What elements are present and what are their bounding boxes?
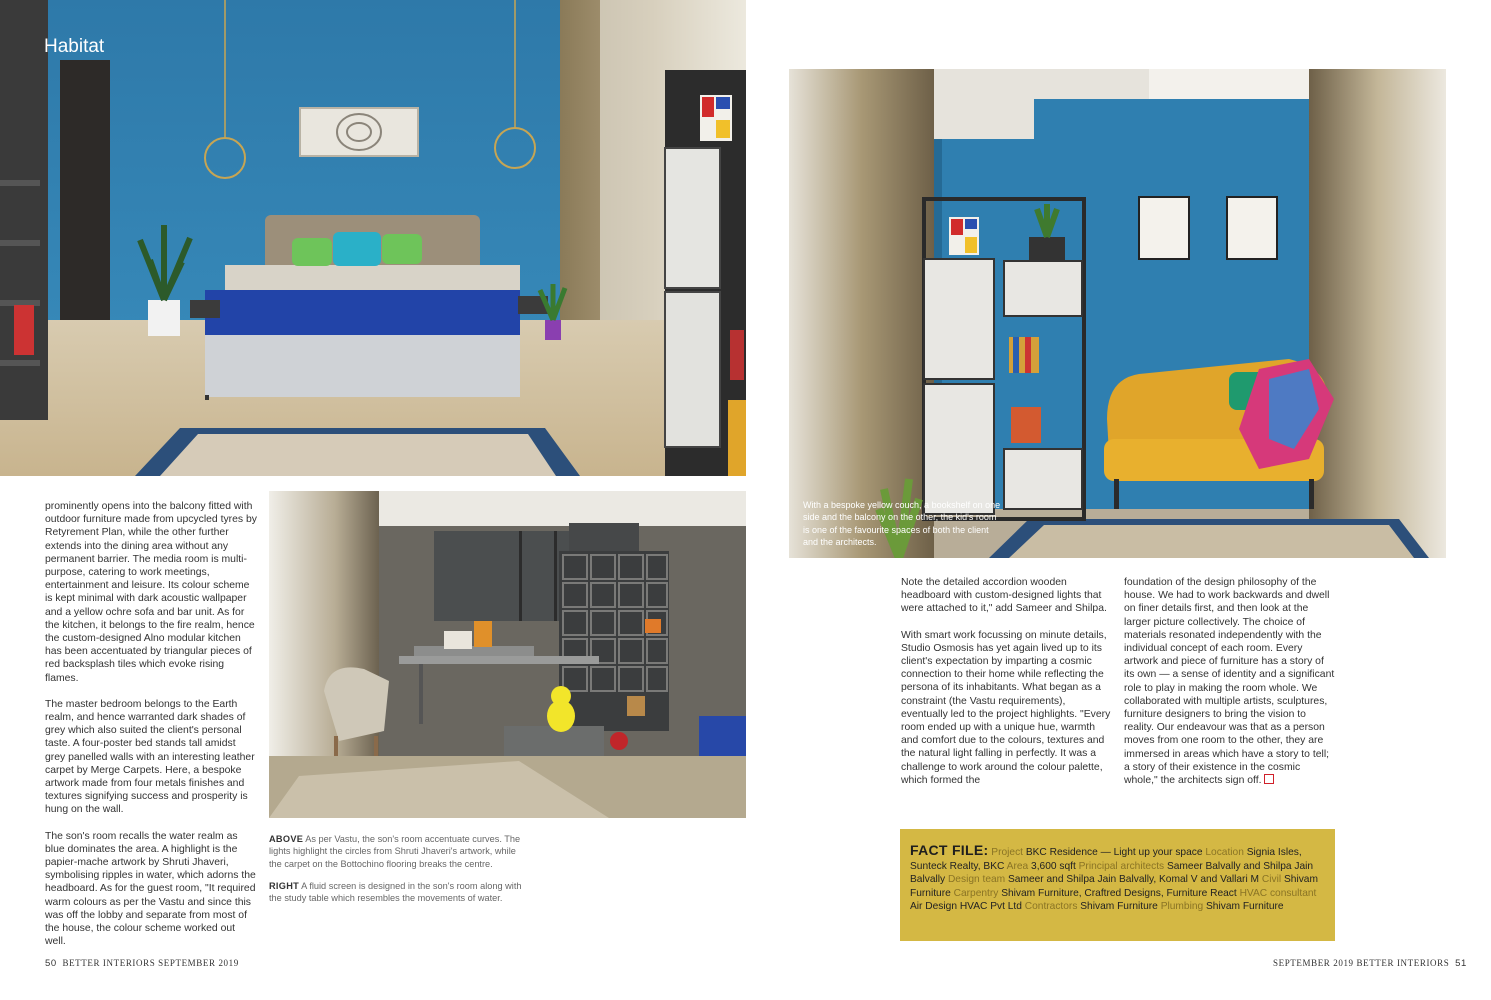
- kids-room-illustration: [789, 69, 1446, 558]
- fact-value: Air Design HVAC Pvt Ltd: [910, 901, 1022, 913]
- folio-right-text: SEPTEMBER 2019 BETTER INTERIORS: [1273, 958, 1450, 968]
- study-photo: [269, 491, 746, 818]
- page-number-right: 51: [1455, 958, 1467, 969]
- bedroom-photo: [0, 0, 746, 476]
- bedroom-illustration: [0, 0, 746, 476]
- fact-value: Shivam Furniture: [1206, 901, 1284, 913]
- caption-above: [269, 833, 531, 870]
- fact-value: Shivam Furniture: [1080, 901, 1158, 913]
- fact-key: Plumbing: [1160, 901, 1204, 913]
- fact-file-box: [900, 829, 1335, 941]
- middle-text-column: [901, 576, 1111, 800]
- paragraph: [1124, 576, 1336, 787]
- study-illustration: [269, 491, 746, 818]
- fact-value: Shivam Furniture, Craftred Designs, Furniture React: [1001, 887, 1237, 899]
- fact-key: Contractors: [1024, 901, 1078, 913]
- section-label: Habitat: [44, 36, 105, 57]
- caption-right-text: A fluid screen is designed in the son's room along with the study table which resembles the movements of water.: [269, 881, 522, 904]
- fact-key: Principal architects: [1078, 860, 1165, 872]
- paragraph-text: foundation of the design philosophy of the house. We had to work backwards and dwell on finer details first, and then look at the larger picture collectively. The choice of materials resonated independently with the individual concept of each room. Every artwork and piece of furniture has a story of its own — a sense of identity and a significant role to play in making the room whole. We collaborated with multiple artists, sculptures, furniture designers to bring the vision to reality. Our endeavour was that as a person moves from one room to the other, they are immersed in areas which have a story to tell; a story of their existence in the cosmic whole," the architects sign off.: [1124, 577, 1335, 787]
- fact-file-title: FACT FILE:: [910, 842, 989, 858]
- folio-right: [1273, 958, 1467, 969]
- paragraph: The son's room recalls the water realm as blue dominates the area. A highlight is the papier-mache artwork by Shruti Jhaveri, symbolising ripples in water, which adorns the headboard. As for the guest room, "It required warm colours as per the Vastu and since this was off the lobby and separate from most of the house, the colour scheme worked out well.: [45, 830, 256, 948]
- overlay-caption: With a bespoke yellow couch, a bookshelf on one side and the balcony on the other, the kid's room is one of the favourite spaces of both the client and the architects.: [803, 500, 1001, 548]
- fact-key: Design team: [947, 874, 1006, 886]
- paragraph: Note the detailed accordion wooden headboard with custom-designed lights that were attached to it," add Sameer and Shilpa.: [901, 577, 1107, 615]
- fact-value: Sameer Balvally and Shilpa Jain Balvally: [910, 860, 1314, 886]
- paragraph: prominently opens into the balcony fitted with outdoor furniture made from upcycled tyres by Retyrement Plan, while the other further extends into the dining area without any permanent barrier. The media room is multi-purpose, catering to work meetings, entertainment and leisure. Its colour scheme is kept minimal with dark acoustic wallpaper and a yellow ochre sofa and bar unit. As for the kitchen, it belongs to the fire realm, hence the custom-designed Alno modular kitchen has been accentuated by triangular pieces of red backsplash tiles which evoke rising flames.: [45, 501, 257, 684]
- caption-right-label: RIGHT: [269, 881, 300, 891]
- left-text-column: [45, 500, 257, 962]
- caption-above-text: As per Vastu, the son's room accentuate curves. The lights highlight the circles from Shruti Jhaveri's artwork, while the carpet on the Bottochino flooring breaks the centre.: [269, 834, 521, 869]
- paragraph: With smart work focussing on minute details, Studio Osmosis has yet again lived up to its client's expectation by imparting a cosmic connection to their home while reflecting the persona of its inhabitants. What began as a constraint (the Vastu requirements), eventually led to the project highlights. "Every room ended up with a unique hue, warmth and comfort due to the colours, textures and the natural light falling in perfectly. It was a challenge to work around the colour palette, which formed the: [901, 629, 1111, 786]
- page-number-left: 50: [45, 958, 57, 969]
- fact-key: Location: [1205, 847, 1244, 858]
- folio-left: [45, 958, 239, 969]
- fact-value: Signia Isles, Sunteck Realty, BKC: [910, 847, 1302, 872]
- fact-key: Area: [1006, 860, 1029, 872]
- end-mark-icon: [1264, 774, 1274, 784]
- fact-key: Project: [991, 847, 1023, 858]
- fact-key: HVAC consultant: [1239, 887, 1317, 899]
- right-text-column: [1124, 576, 1336, 800]
- paragraph: The master bedroom belongs to the Earth realm, and hence warranted dark shades of grey which also suited the client's personal taste. A four-poster bed stands tall amidst grey panelled walls with an interesting leather carpet by Merge Carpets. Here, a bespoke artwork made from four metals finishes and textures signifying success and prosperity is hung on the wall.: [45, 698, 255, 816]
- caption-right: [269, 880, 531, 905]
- caption-above-label: ABOVE: [269, 834, 304, 844]
- fact-value: 3,600 sqft: [1031, 860, 1076, 872]
- fact-value: Shivam Furniture: [910, 874, 1318, 899]
- folio-left-text: BETTER INTERIORS SEPTEMBER 2019: [62, 958, 239, 968]
- fact-value: Sameer and Shilpa Jain Balvally, Komal V and Vallari M: [1008, 874, 1260, 886]
- fact-value: BKC Residence — Light up your space: [1025, 847, 1203, 858]
- fact-key: Civil: [1261, 874, 1282, 886]
- kids-room-photo: [789, 69, 1446, 558]
- fact-key: Carpentry: [953, 887, 999, 899]
